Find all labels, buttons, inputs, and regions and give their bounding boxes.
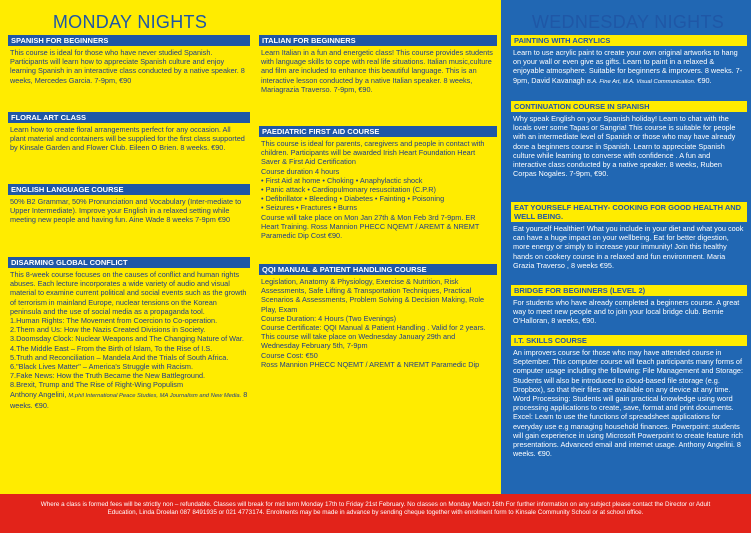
course-description: Learn to use acrylic paint to create your own original artworks to hang on your wall or even give as gifts. Learn to paint in a relaxed & enjoyable atmosphere. Suitable for beginners & improvers. 8 weeks. 7-9pm, David Kavanagh <box>513 48 743 85</box>
course-title: CONTINUATION COURSE IN SPANISH <box>511 101 747 112</box>
course-bridge-beginners <box>511 285 747 326</box>
course-description: Eat yourself Healthier! What you include in your diet and what you cook can have a huge impact on your wellbeing. Eat for better digestion, more energy or simply to increase your immunity! Join this healthy hands on cookery course in a relaxed and fun environment. Maria Grazia Traverso , 8 weeks €95. <box>513 224 744 270</box>
course-description-wrap <box>511 46 747 87</box>
monday-header: MONDAY NIGHTS <box>52 12 208 32</box>
footer-notice: Where a class is formed fees will be strictly non – refundable. Classes will break for mid term Monday 17th to Friday 21st February. No classes on Monday March 16th For further information on any subject please contact the Director or Adult Education, Linda Droelan 087 8491935 or 021 4773174. Enrolments may be made in advance by sending cheque together with enrolment form to Kinsale Community School or at school office. <box>0 494 751 533</box>
course-english-language <box>8 184 250 225</box>
course-description: For students who have already completed a beginners course. A great way to meet new people and to join your local bridge club. Bernie O'Halloran, 8 weeks, €90. <box>513 298 740 326</box>
instructor-credentials: B.A. Fine Art, M.A. Visual Communication. <box>586 78 696 85</box>
wednesday-header: WEDNESDAY NIGHTS <box>531 12 725 32</box>
course-description: Why speak English on your Spanish holiday! Learn to chat with the locals over some Tapas or Sangria! This course is suitable for people with an intermediate level of Spanish or those who may have already done a beginners course in Spanish. Learn to appreciate Spanish culture while learning to converse with confidence . A fun and interactive class conducted by a native speaker. 8 weeks, Ruben Corpas Nogales. 7-9pm, €90. <box>513 114 736 179</box>
course-description: This course is ideal for those who have never studied Spanish. Participants will learn how to appreciate Spanish culture and enjoy learning Spanish in an interactive class conducted by a native speaker. 8 weeks, Mercedes Garcia. 7-9pm, €90 <box>10 48 245 85</box>
course-fee: 8 weeks. €90. <box>10 389 248 410</box>
course-painting-acrylics <box>511 35 747 87</box>
course-title: QQI MANUAL & PATIENT HANDLING COURSE <box>259 264 497 275</box>
course-description: Learn Italian in a fun and energetic class! This course provides students with language skills to cope with real life situations. Italian music,culture and film are included to enhance this beautiful language. This is an interactive lesson conducted by a native Italian speaker. 8 weeks, Mariagrazia Traverso. 7-9pm, €90. <box>261 48 493 94</box>
course-eat-yourself-healthy <box>511 202 747 270</box>
course-floral-art <box>8 112 250 153</box>
course-title: FLORAL ART CLASS <box>8 112 250 123</box>
course-disarming-global-conflict <box>8 257 250 410</box>
course-description: An improvers course for those who may have attended course in September. This computer course will teach participants many forms of computer usage including the following: File Management and Storage: Students will also be introduced to cloud-based file storage (e.g. Dropbox), so that their files are available on any device at any time. Word Processing: Students will gain practical knowledge using word processing applications to create, save, format and print documents. Excel: Learn to use the functions of spreadsheet applications for everyday use e.g managing household finances. Powerpoint: students will gain experience in using Microsoft Powerpoint to create feature rich presentations. Advanced email and internet usage. Anthony Angelini. 8 weeks. €90. <box>513 348 743 459</box>
course-title: I.T. SKILLS COURSE <box>511 335 747 346</box>
course-qqi-manual-handling <box>259 264 497 369</box>
course-title: SPANISH FOR BEGINNERS <box>8 35 250 46</box>
course-description: 50% B2 Grammar, 50% Pronunciation and Vocabulary (Inter-mediate to Upper Intermediate). Improve your English in a relaxed setting while meeting new people and having fun. Aine Wade 8 weeks 7-9pm €90 <box>10 197 242 225</box>
course-title: EAT YOURSELF HEALTHY- COOKING FOR GOOD HEALTH AND WELL BEING. <box>511 202 747 222</box>
course-title: ENGLISH LANGUAGE COURSE <box>8 184 250 195</box>
course-description: Legislation, Anatomy & Physiology, Exercise & Nutrition, Risk Assessments, Safe Lifting & Transportation Techniques, Practical Scenarios & Assessments, Problem Solving & Decision Making, Role Play, Exam Course Duration: 4 Hours (Two Evenings) Course Certificate: QQI Manual & Patient Handling . Valid for 2 years. This course will take place on Wednesday January 29th and Wednesday February 5th, 7-9pm Course Cost: €50 Ross Mannion PHECC NQEMT / AREMT & NREMT Paramedic Dip <box>261 277 486 369</box>
course-spanish-beginners <box>8 35 250 85</box>
course-title: PAINTING WITH ACRYLICS <box>511 35 747 46</box>
course-description: Learn how to create floral arrangements perfect for any occasion. All plant material and containers will be supplied for the first class supported by Kinsale Garden and Flower Club. Eileen O Brien. 8 weeks. €90. <box>10 125 245 153</box>
course-description: This 8-week course focuses on the causes of conflict and human rights abuses. Each lecture incorporates a wide variety of audio and visual material to examine current political and social events such as the growth of terrorism in mainland Europe, nuclear tensions on the Korean peninsula and the use of social media as a propaganda tool. 1.Human Rights: The Movement from Coercion to Co-operation. 2.Them and Us: How the Nazis Created Divisions in Society. 3.Doomsday Clock: Nuclear Weapons and The Changing Nature of War. 4.The Middle East – From the Birth of Islam, To the Rise of I.S. 5.Truth and Reconciliation – Mandela And the Trials of South Africa. 6."Black Lives Matter" – America's Struggle with Racism. 7.Fake News: How the Truth Became the New Battleground. 8.Brexit, Trump and The Rise of Right-Wing Populism Anthony Angelini, <box>10 270 247 399</box>
course-paediatric-first-aid <box>259 126 497 240</box>
course-description-wrap <box>8 268 250 410</box>
course-it-skills <box>511 335 747 458</box>
course-title: PAEDIATRIC FIRST AID COURSE <box>259 126 497 137</box>
course-italian-beginners <box>259 35 497 94</box>
instructor-credentials: M.phil International Peace Studies, MA Journalism and New Media. <box>68 392 242 399</box>
course-title: ITALIAN FOR BEGINNERS <box>259 35 497 46</box>
course-fee: €90. <box>695 75 712 85</box>
course-continuation-spanish <box>511 101 747 178</box>
course-title: DISARMING GLOBAL CONFLICT <box>8 257 250 268</box>
course-description: This course is ideal for parents, caregivers and people in contact with children. Participants will be awarded Irish Heart Foundation Heart Saver & First Aid Certification Course duration 4 hours • First Aid at home • Choking • Anaphylactic shock • Panic attack • Cardiopulmonary resuscitation (C.P.R) • Defibrillator • Bleeding • Diabetes • Fainting • Poisoning • Seizures • Fractures • Burns Course will take place on Mon Jan 27th & Mon Feb 3rd 7-9pm. ER Heart Training. Ross Mannion PHECC NQEMT / AREMT & NREMT Paramedic Dip Cost €90. <box>261 139 485 241</box>
course-title: BRIDGE FOR BEGINNERS (LEVEL 2) <box>511 285 747 296</box>
